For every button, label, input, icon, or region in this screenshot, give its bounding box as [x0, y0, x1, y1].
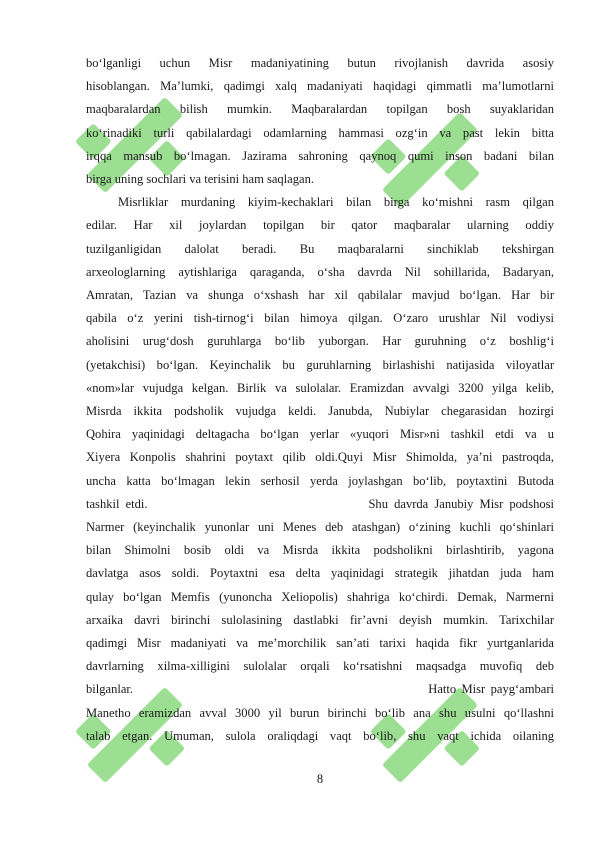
text-line: Narmer (keyinchalik yunonlar uni Menes deb atashgan) o‘zining kuchli qo‘shinlari — [86, 520, 554, 535]
text-line: «nom»lar vujudga kelgan. Birlik va sulolalar. Eramizdan avvalgi 3200 yilga kelib, — [86, 380, 554, 395]
text-line: davlatga asos soldi. Poytaxtni esa delta yaqinidagi strategik jihatdan juda ham — [86, 566, 554, 581]
page-number: 8 — [316, 772, 324, 786]
text-line: hisoblangan. Ma’lumki, qadimgi xalq madaniyati haqidagi qimmatli ma’lumotlarni — [86, 79, 554, 94]
text-line: birga uning sochlari va terisini ham saqlagan. — [86, 172, 314, 187]
text-line: bilganlar. Hatto Misr payg‘ambari — [86, 682, 554, 697]
text-line: arxaika davri birinchi sulolasining dastlabki fir’avni deyish mumkin. Tarixchilar — [86, 612, 554, 627]
text-line: maqbaralardan bilish mumkin. Maqbaralardan topilgan bosh suyaklaridan — [86, 102, 554, 117]
text-line: Manetho eramizdan avval 3000 yil burun birinchi bo‘lib ana shu usulni qo‘llashni — [86, 705, 554, 720]
text-line: davrlarning xilma-xilligini sulolalar orqali ko‘rsatishni maqsadga muvofiq deb — [86, 659, 554, 674]
text-line: edilar. Har xil joylardan topilgan bir qator maqbaralar ularning oddiy — [86, 218, 554, 233]
text-line: qadimgi Misr madaniyati va me’morchilik san’ati tarixi haqida fikr yurtganlarida — [86, 636, 554, 651]
text-line: irqqa mansub bo‘lmagan. Jazirama sahroning qaynoq qumi inson badani bilan — [86, 148, 554, 163]
text-line: (yetakchisi) bo‘lgan. Keyinchalik bu guruhlarning birlashishi natijasida viloyatlar — [86, 357, 554, 372]
text-line: tuzilganligidan dalolat beradi. Bu maqbaralarni sinchiklab tekshirgan — [86, 241, 554, 256]
text-line: arxeologlarning aytishlariga qaraganda, o‘sha davrda Nil sohillarida, Badaryan, — [86, 264, 554, 279]
text-line: ko‘rinadiki turli qabilalardagi odamlarning hammasi ozg‘in va past lekin bitta — [86, 125, 554, 140]
text-line: tashkil etdi. Shu davrda Janubiy Misr podshosi — [86, 496, 554, 511]
text-line: qabila o‘z yerini tish-tirnog‘i bilan himoya qilgan. O‘zaro urushlar Nil vodiysi — [86, 311, 554, 326]
text-line: Misrda ikkita podsholik vujudga keldi. Janubda, Nubiylar chegarasidan hozirgi — [86, 404, 554, 419]
text-line: bo‘lganligi uchun Misr madaniyatining butun rivojlanish davrida asosiy — [86, 56, 554, 70]
text-line: Amratan, Tazian va shunga o‘xshash har xil qabilalar mavjud bo‘lgan. Har bir — [86, 288, 554, 303]
text-line: talab etgan. Umuman, sulola oraliqdagi vaqt bo‘lib, shu vaqt ichida oilaning — [86, 728, 554, 743]
text-line: bilan Shimolni bosib oldi va Misrda ikkita podsholikni birlashtirib, yagona — [86, 543, 554, 558]
text-line: Xiyera Konpolis shahrini poytaxt qilib oldi.Quyi Misr Shimolda, ya’ni pastroqda, — [86, 450, 554, 465]
document-body — [86, 52, 554, 748]
text-line: aholisini urug‘dosh guruhlarga bo‘lib yuborgan. Har guruhning o‘z boshlig‘i — [86, 334, 554, 349]
text-line: Misrliklar murdaning kiyim-kechaklari bilan birga ko‘mishni rasm qilgan — [118, 195, 554, 210]
text-line: qulay bo‘lgan Memfis (yunoncha Xeliopolis) shahriga ko‘chirdi. Demak, Narmerni — [86, 589, 554, 604]
text-line: uncha katta bo‘lmagan lekin serhosil yerda joylashgan bo‘lib, poytaxtini Butoda — [86, 473, 554, 488]
text-line: Qohira yaqinidagi deltagacha bo‘lgan yerlar «yuqori Misr»ni tashkil etdi va u — [86, 427, 554, 442]
